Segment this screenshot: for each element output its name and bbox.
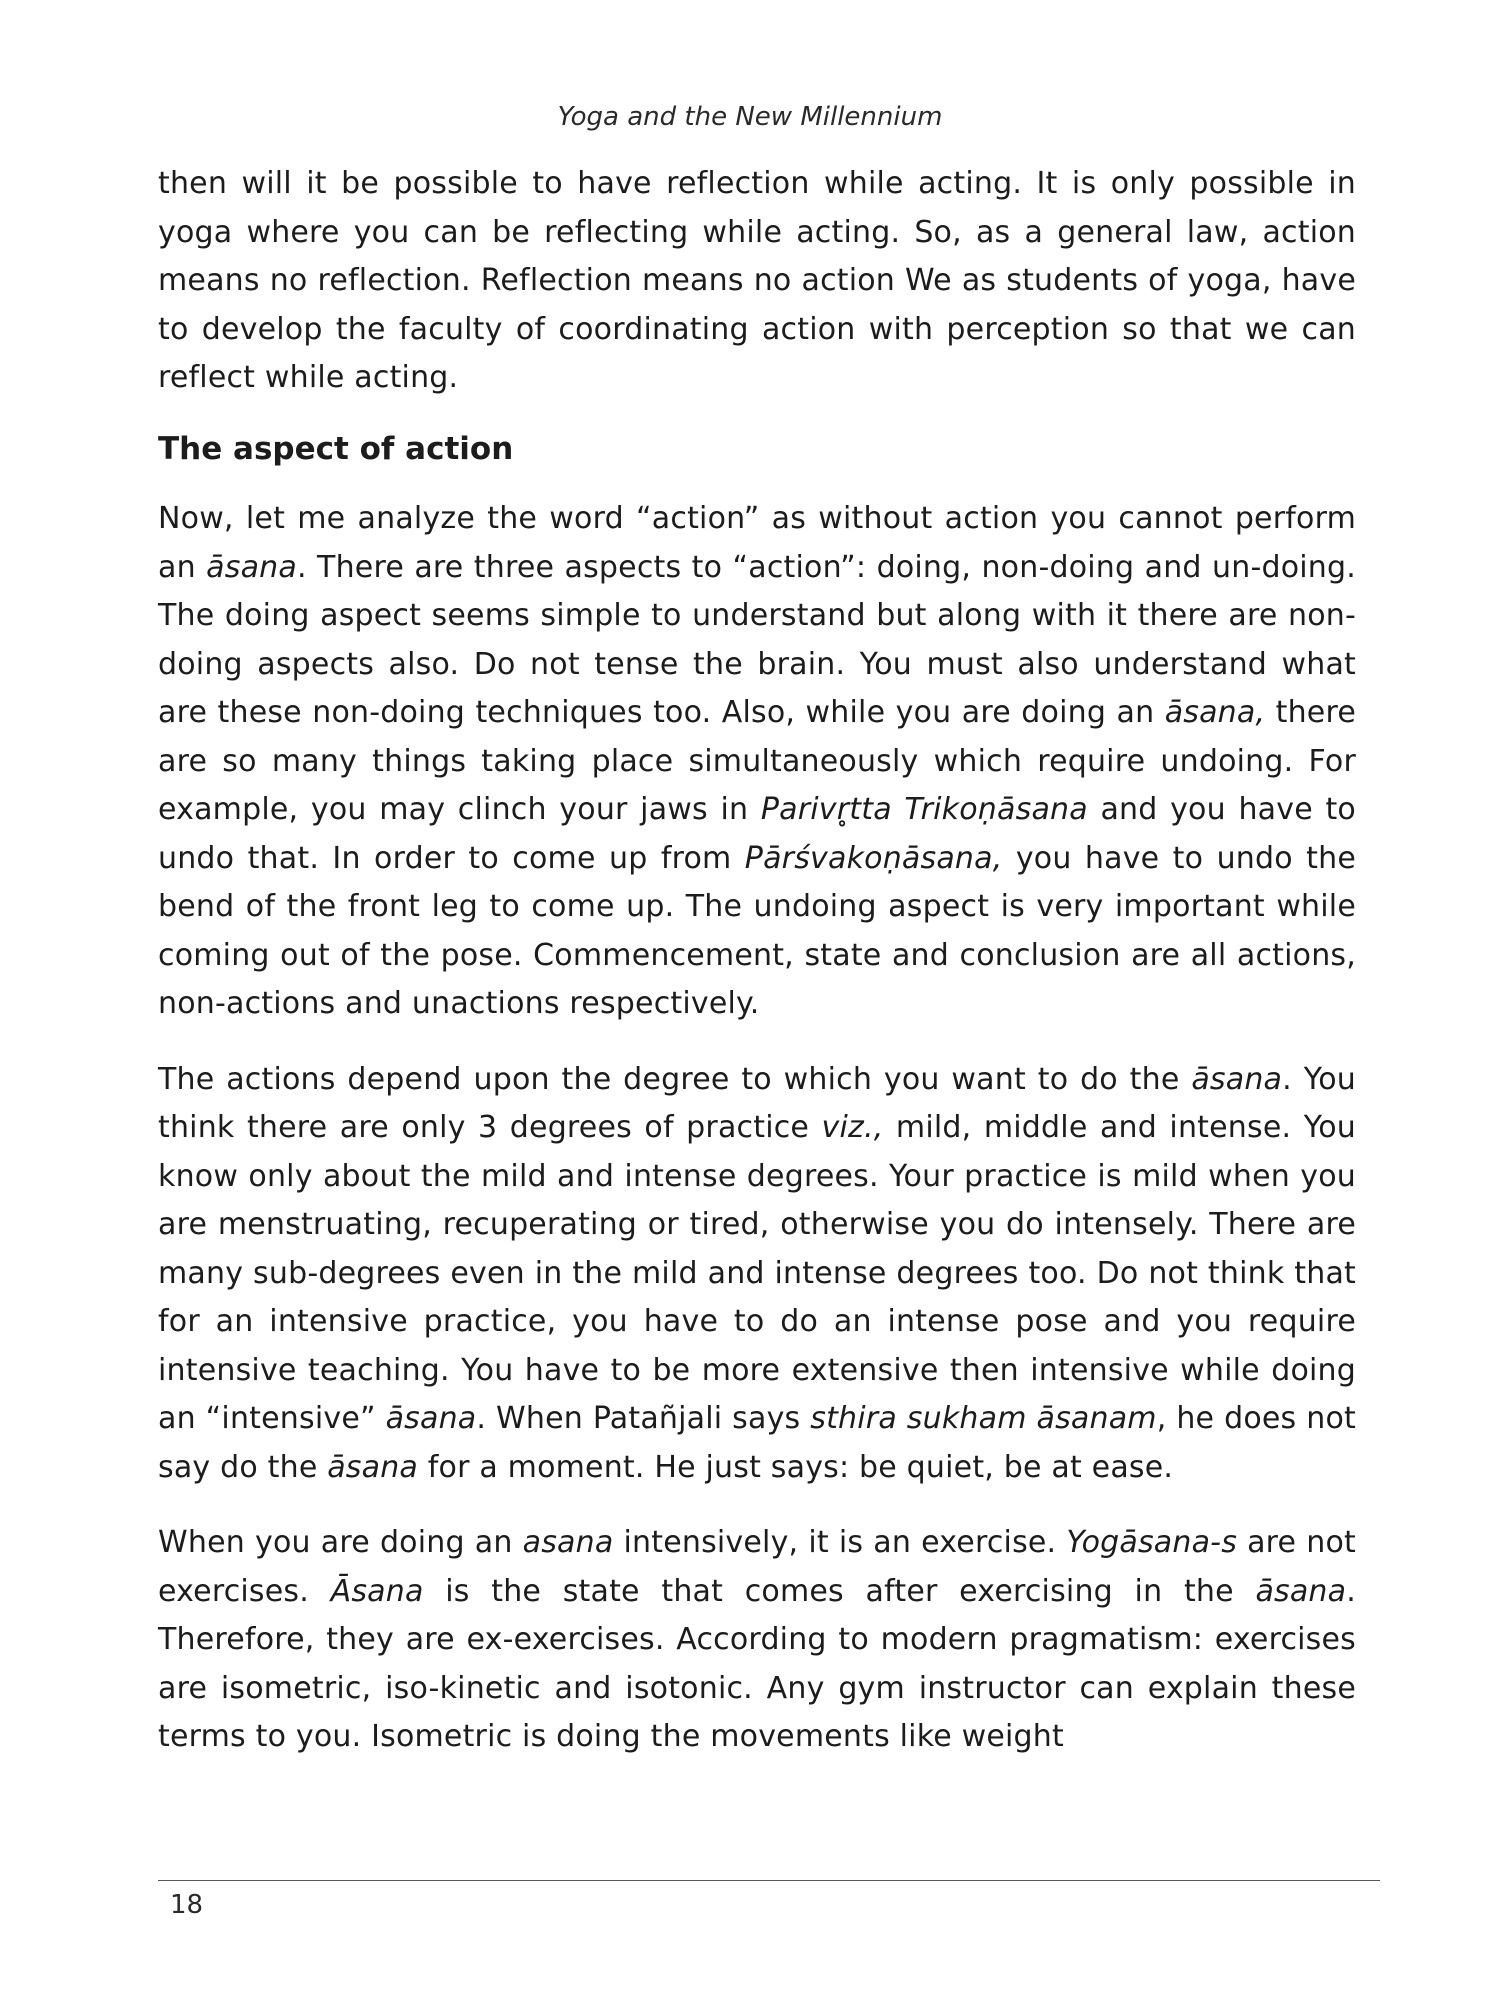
italic-term: āsana — [327, 1449, 419, 1485]
text-run: Now, let me analyze the word “action” as without action you cannot perform an — [158, 501, 1356, 585]
text-run: then will it be possible to have reflection while acting. It is only possible in yoga where you can be reflecting while acting. So, as a general law, action means no reflection. Reflection means no action We as students of yoga, have to develop the faculty of coordinating action with perception so that we can reflect while acting. — [158, 166, 1356, 395]
text-run: When you are doing an — [158, 1525, 523, 1560]
page-number: 18 — [170, 1890, 204, 1920]
text-run: mild, middle and intense. You know only about the mild and intense degrees. Your practice is mild when you are menstruating, recuperating or tired, otherwise you do intensely. There are many sub-degrees even in the mild and intense degrees too. Do not think that for an intensive practice, you have to do an intense pose and you require intensive teaching. You have to be more extensive then intensive while doing an “intensive” — [158, 1110, 1357, 1436]
paragraph — [158, 495, 1356, 1029]
body-text — [158, 160, 1356, 1762]
italic-term: Āsana — [330, 1573, 424, 1609]
italic-term: āsana — [206, 549, 297, 585]
text-run: and you have to undo that. In order to come up from — [158, 792, 1356, 876]
text-run: . Therefore, they are ex-exercises. According to modern pragmatism: exercises are isometric, iso-kinetic and isotonic. Any gym instructor can explain these terms to you. Isometric is doing the movements like weight — [158, 1573, 1356, 1754]
italic-term: Parivr̥tta Trikoṇāsana — [760, 792, 1088, 827]
paragraph — [158, 1056, 1356, 1493]
paragraph — [158, 1519, 1356, 1762]
footer-rule — [158, 1880, 1380, 1881]
italic-term: Pārśvakoṇāsana, — [744, 840, 1003, 876]
text-run: is the state that comes after exercising in the — [423, 1573, 1256, 1609]
text-run: are not exercises. — [158, 1525, 1356, 1609]
text-run: you have to undo the bend of the front leg to come up. The undoing aspect is very important while coming out of the pose. Commencement, state and conclusion are all actions, non-actions and unactions respectively. — [158, 840, 1356, 1021]
text-run: . You think there are only 3 degrees of practice — [158, 1061, 1357, 1145]
text-run: . There are three aspects to “action”: doing, non-doing and un-doing. The doing aspect seems simple to understand but along with it there are non-doing aspects also. Do not tense the brain. You must also understand what are these non-doing techniques too. Also, while you are doing an — [158, 549, 1356, 730]
italic-term: viz., — [821, 1110, 884, 1145]
text-run: for a moment. He just says: be quiet, be at ease. — [418, 1449, 1174, 1485]
italic-term: āsana — [1255, 1573, 1347, 1609]
text-run: . When Patañjali says — [476, 1401, 811, 1436]
text-run: , he does not say do the — [158, 1401, 1356, 1485]
italic-term: āsana, — [1164, 695, 1266, 730]
italic-term: āsana — [385, 1401, 477, 1436]
paragraph — [158, 160, 1356, 403]
text-run: there are so many things taking place simultaneously which require undoing. For example, you may clinch your jaws in — [158, 695, 1356, 827]
italic-term: asana — [522, 1525, 614, 1560]
italic-term: sthira sukham āsanam — [810, 1401, 1157, 1436]
text-run: The actions depend upon the degree to which you want to do the — [158, 1061, 1192, 1097]
italic-term: āsana — [1191, 1061, 1283, 1097]
section-heading: The aspect of action — [158, 430, 514, 467]
running-header: Yoga and the New Millennium — [557, 102, 943, 132]
italic-term: Yogāsana-s — [1066, 1525, 1238, 1560]
text-run: intensively, it is an exercise. — [613, 1525, 1067, 1560]
